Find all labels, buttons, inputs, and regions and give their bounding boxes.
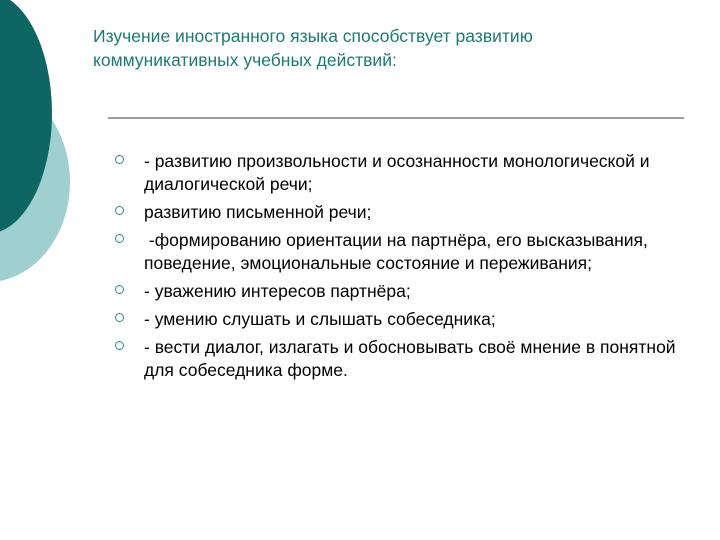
hollow-circle-bullet-icon — [115, 341, 124, 350]
bullet-text: - уважению интересов партнёра; — [144, 281, 411, 301]
slide-title: Изучение иностранного языка способствует развитию коммуникативных учебных действий: — [93, 26, 533, 70]
bullet-item — [112, 280, 684, 303]
bullet-item — [112, 229, 684, 275]
title-divider — [108, 117, 684, 119]
bullet-item — [112, 201, 684, 224]
hollow-circle-bullet-icon — [115, 285, 124, 294]
bullet-item — [112, 150, 684, 196]
bullet-text: - умению слушать и слышать собеседника; — [144, 309, 496, 329]
bullet-text: - вести диалог, излагать и обосновывать своё мнение в понятной для собеседника форме. — [144, 337, 681, 380]
bullet-item — [112, 336, 684, 382]
bullet-item — [112, 308, 684, 331]
hollow-circle-bullet-icon — [115, 206, 124, 215]
bullet-list — [112, 150, 684, 387]
bullet-text: - развитию произвольности и осознанности монологической и диалогической речи; — [144, 151, 655, 194]
hollow-circle-bullet-icon — [115, 234, 124, 243]
bullet-text: -формированию ориентации на партнёра, его высказывания, поведение, эмоциональные состояние и переживания; — [144, 230, 653, 273]
hollow-circle-bullet-icon — [115, 155, 124, 164]
hollow-circle-bullet-icon — [115, 313, 124, 322]
bullet-text: развитию письменной речи; — [144, 202, 372, 222]
